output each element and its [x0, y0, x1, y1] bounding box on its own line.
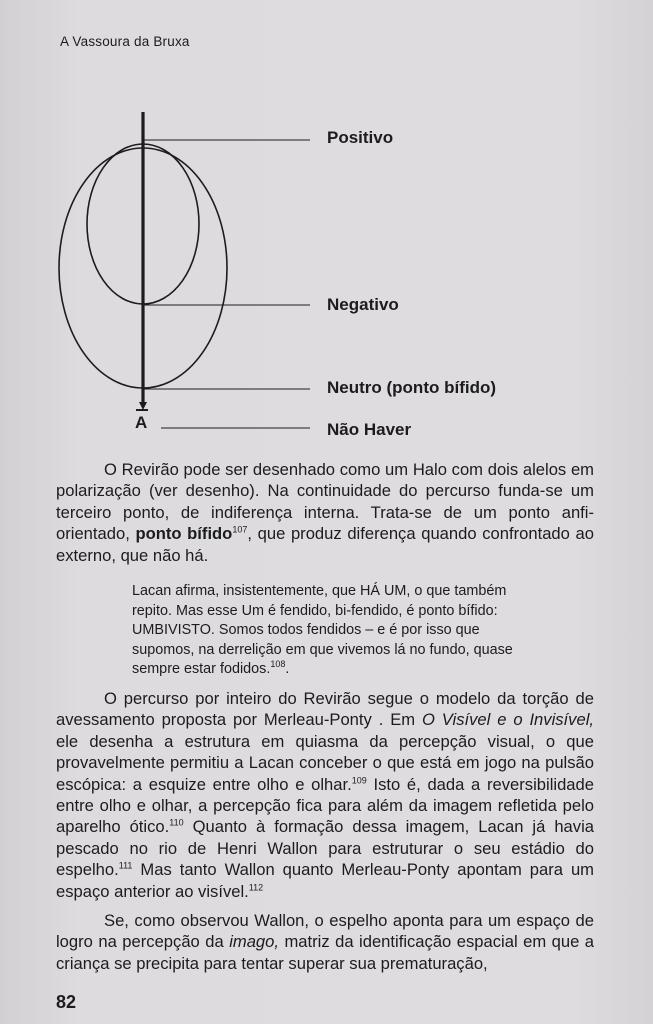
revirao-diagram [55, 108, 615, 448]
book-title-italic: O Visível e o Invisível, [421, 710, 594, 730]
block-quote: Lacan afirma, insistentemente, que HÁ UM, o que também repito. Mas esse Um é fendido, bi-fendido, é ponto bífido: UMBIVISTO. Somos todos fendidos – e é por isso que supomos, na derrelição em que vivemos lá no fundo, quase sempre estar fodidos.$^{108}$. [132, 583, 513, 678]
footnote-ref-109: 109 [351, 775, 367, 786]
footnote-ref-111: 111 [118, 860, 133, 871]
term-imago: imago, [229, 932, 279, 952]
footnote-ref-110: 110 [169, 817, 184, 828]
running-head: A Vassoura da Bruxa [60, 34, 190, 49]
footnote-ref-108: 108 [270, 659, 286, 670]
footnote-ref-107: 107 [232, 524, 248, 535]
footnote-ref-112: 112 [248, 882, 264, 893]
paragraph-2: O percurso por inteiro do Revirão segue o modelo da torção de avessamento proposta por Merleau-Ponty . Em O Visível e o Invisível, ele desenha a estrutura em quiasma da percepção visual, o que provavelmente permitiu a Lacan conceber o que está em jogo na pulsão escópica: a esquize entre olho e olhar.$^{109}$ Isto é, dada a reversibilidade entre olho e olhar, a percepção fica para além da imagem refletida pelo aparelho ótico.$^{110}$ Quanto à formação dessa imagem, Lacan já havia pescado no rio de Henri Wallon para estruturar o seu estádio do espelho.$^{111}$ Mas tanto Wallon quanto Merleau-Ponty apontam para um espaço anterior ao visível.$^{112}$ [56, 689, 594, 901]
page-number: 82 [56, 992, 77, 1012]
axis-letter-a-bar: A [135, 413, 147, 433]
paragraph-3: Se, como observou Wallon, o espelho aponta para um espaço de logro na percepção da imago, matriz da identificação espacial em que a criança se precipita para tentar superar sua prematuração, [56, 911, 594, 973]
label-positivo: Positivo [327, 128, 394, 147]
term-ponto-bifido: ponto bífido [135, 524, 233, 544]
label-neutro: Neutro (ponto bífido) [327, 378, 497, 397]
paragraph-1: O Revirão pode ser desenhado como um Halo com dois alelos em polarização (ver desenho). Na continuidade do percurso funda-se um terceiro ponto, de indiferença interna. Trata-se de um ponto anfi-orientado, ponto bífido$^{107}$, que produz diferença quando confrontado ao externo, que não há. [56, 460, 594, 565]
label-negativo: Negativo [327, 295, 399, 314]
label-nao-haver: Não Haver [327, 420, 412, 439]
